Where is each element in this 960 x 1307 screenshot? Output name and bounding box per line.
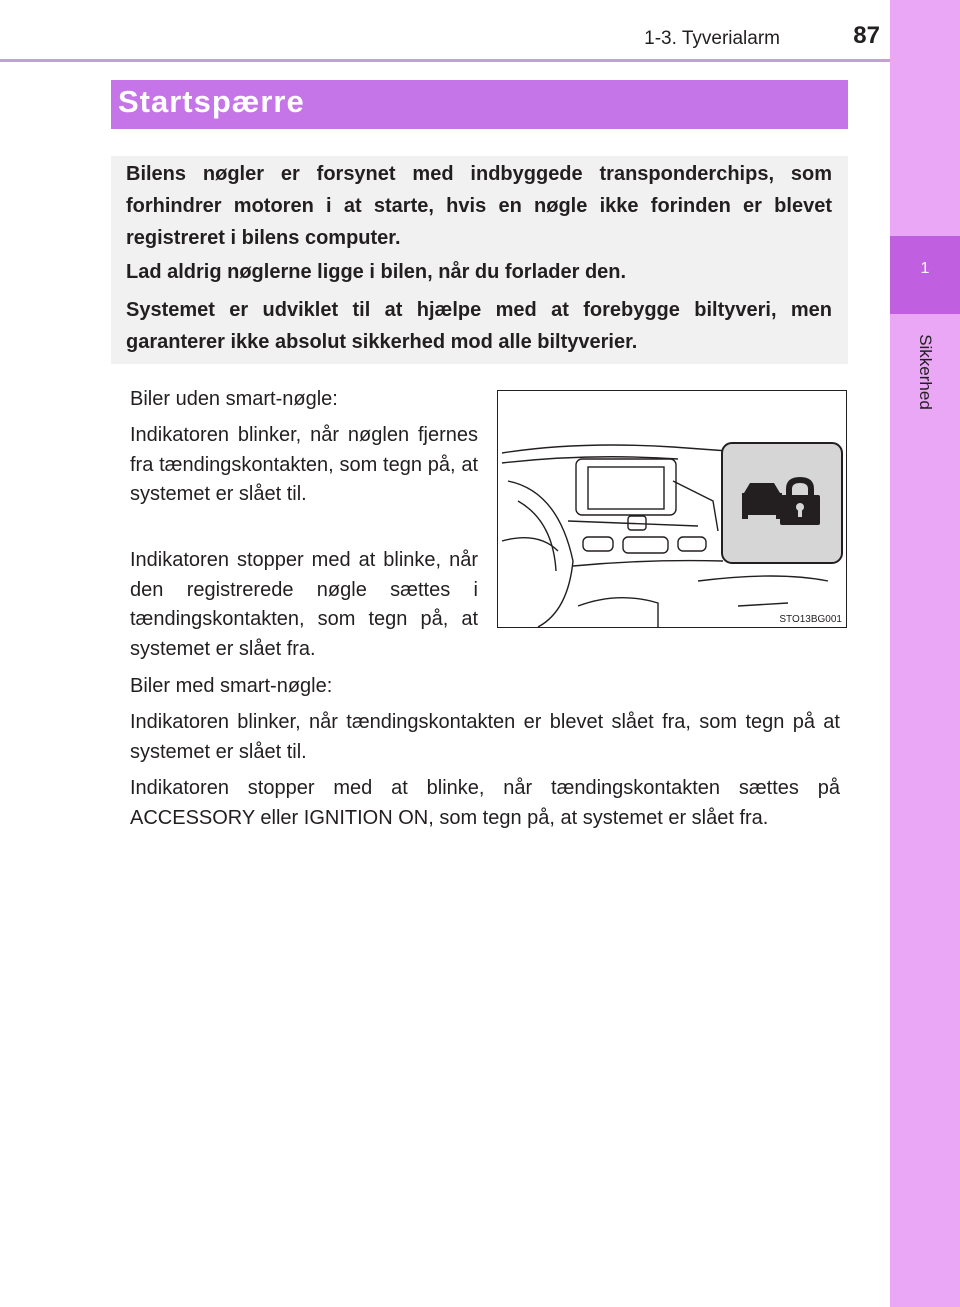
- chapter-number: 1: [920, 260, 930, 277]
- chapter-label: Sikkerhed: [916, 334, 935, 410]
- section-title: Startspærre: [118, 84, 305, 119]
- dashboard-drawing: [498, 391, 847, 628]
- body-paragraph: Biler uden smart-nøgle:: [130, 388, 338, 410]
- intro-paragraph: Systemet er udviklet til at hjælpe med at forebygge biltyveri, men garanterer ikke absolut sikkerhed mod alle biltyverier.: [126, 299, 832, 353]
- chapter-side-tab: [890, 0, 960, 1307]
- body-paragraph: Indikatoren stopper med at blinke, når tændingskontakten sættes på ACCESSORY eller IGNITION ON, som tegn på, at systemet er slået fra.: [130, 777, 840, 829]
- figure-code: STO13BG001: [779, 614, 842, 625]
- running-header-section: 1-3. Tyverialarm: [644, 28, 780, 49]
- intro-paragraph: Bilens nøgler er forsynet med indbyggede transponderchips, som forhindrer motoren i at starte, hvis en nøgle ikke forinden er blevet registreret i bilens computer.: [126, 163, 832, 249]
- body-paragraph: Biler med smart-nøgle:: [130, 675, 333, 697]
- body-paragraph: Indikatoren blinker, når nøglen fjernes fra tændingskontakten, som tegn på, at systemet er slået til.: [130, 424, 478, 505]
- dashboard-illustration: [497, 390, 847, 628]
- body-paragraph: Indikatoren stopper med at blinke, når den registrerede nøgle sættes i tændingskontakten, som tegn på, at systemet er slået fra.: [130, 549, 478, 660]
- header-divider: [0, 59, 890, 62]
- page-number: 87: [853, 22, 880, 49]
- body-paragraph: Indikatoren blinker, når tændingskontakten er blevet slået fra, som tegn på at systemet er slået til.: [130, 711, 840, 763]
- intro-paragraph: Lad aldrig nøglerne ligge i bilen, når du forlader den.: [126, 261, 627, 283]
